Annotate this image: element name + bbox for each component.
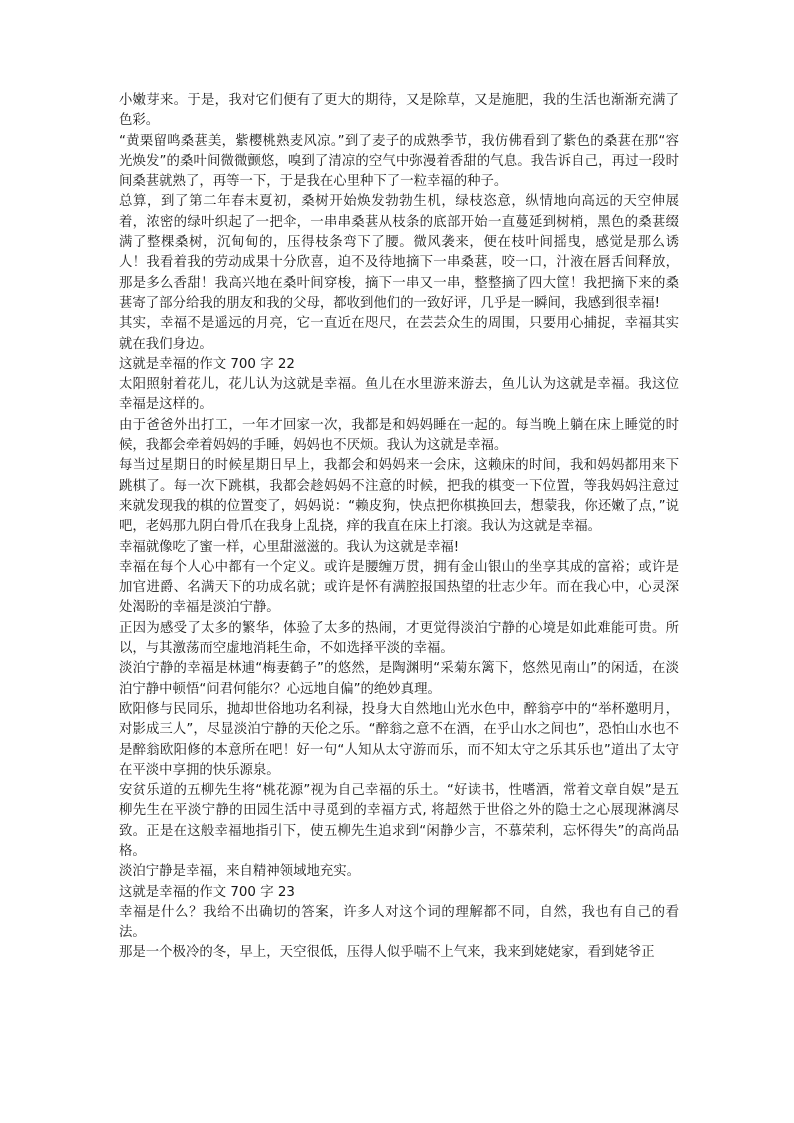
paragraph: 总算，到了第二年春末夏初，桑树开始焕发勃勃生机，绿枝恣意，纵情地向高远的天空伸展着，浓密的绿叶织起了一把伞，一串串桑葚从枝条的底部开始一直蔓延到树梢，黑色的桑葚缀满了整棵桑树，沉甸甸的，压得枝条弯下了腰。微风袭来，便在枝叶间摇曳，感觉是那么诱人！我看着我的劳动成果十分欣喜，迫不及待地摘下一串桑葚，咬一口，汁液在唇舌间释放，那是多么香甜！我高兴地在桑叶间穿梭，摘下一串又一串，整整摘了四大筐！我把摘下来的桑葚寄了部分给我的朋友和我的父母，都收到他们的一致好评，几乎是一瞬间，我感到很幸福! <box>119 194 679 311</box>
paragraph: 那是一个极冷的冬，早上，天空很低，压得人似乎喘不上气来，我来到姥姥家，看到姥爷正 <box>119 945 655 961</box>
paragraph: “黄栗留鸣桑葚美，紫樱桃熟麦风凉。”到了麦子的成熟季节，我仿佛看到了紫色的桑葚在那“容光焕发”的桑叶间微微颤悠，嗅到了清凉的空气中弥漫着香甜的气息。我告诉自己，再过一段时间桑葚就熟了，再等一下，于是我在心里种下了一粒幸福的种子。 <box>119 133 679 190</box>
paragraph: 每当过星期日的时候星期日早上，我都会和妈妈来一会床，这赖床的时间，我和妈妈都用来下跳棋了。每一次下跳棋，我都会趁妈妈不注意的时候，把我的棋变一下位置，等我妈妈注意过来就发现我的棋的位置变了，妈妈说：“赖皮狗，快点把你棋换回去，想蒙我，你还嫩了点，”说吧，老妈那九阴白骨爪在我身上乱挠，痒的我直在床上打滚。我认为这就是幸福。 <box>119 458 679 535</box>
essay-heading: 这就是幸福的作文 700 字 22 <box>119 356 295 372</box>
paragraph: 幸福在每个人心中都有一个定义。或许是腰缠万贯，拥有金山银山的坐享其成的富裕；或许是加官进爵、名满天下的功成名就；或许是怀有满腔报国热望的壮志少年。而在我心中，心灵深处渴盼的幸福是淡泊宁静。 <box>119 559 679 616</box>
paragraph: 小嫩芽来。于是，我对它们便有了更大的期待，又是除草，又是施肥，我的生活也渐渐充满了色彩。 <box>119 93 679 129</box>
paragraph: 安贫乐道的五柳先生将“桃花源”视为自己幸福的乐土。“好读书，性嗜酒，常着文章自娱”是五柳先生在平淡宁静的田园生活中寻觅到的幸福方式, 将超然于世俗之外的隐士之心展现淋漓尽致。正是在这般幸福地指引下，使五柳先生追求到“闲静少言，不慕荣利，忘怀得失”的高尚品格。 <box>119 783 679 859</box>
paragraph: 淡泊宁静是幸福，来自精神领域地充实。 <box>119 864 361 880</box>
paragraph: 由于爸爸外出打工，一年才回家一次，我都是和妈妈睡在一起的。每当晚上躺在床上睡觉的时候，我都会牵着妈妈的手睡，妈妈也不厌烦。我认为这就是幸福。 <box>119 417 679 454</box>
document-body <box>119 91 679 964</box>
paragraph: 其实，幸福不是遥远的月亮，它一直近在咫尺，在芸芸众生的周围，只要用心捕捉，幸福其实就在我们身边。 <box>119 316 679 352</box>
paragraph: 太阳照射着花儿，花儿认为这就是幸福。鱼儿在水里游来游去，鱼儿认为这就是幸福。我这位幸福是这样的。 <box>119 377 679 413</box>
paragraph: 幸福是什么？我给不出确切的答案，许多人对这个词的理解都不同，自然，我也有自己的看法。 <box>119 904 679 941</box>
essay-heading: 这就是幸福的作文 700 字 23 <box>119 884 295 900</box>
paragraph: 淡泊宁静的幸福是林逋“梅妻鹤子”的悠然，是陶渊明“采菊东篱下，悠然见南山”的闲适，在淡泊宁静中顿悟“问君何能尔？心远地自偏”的绝妙真理。 <box>119 661 679 697</box>
paragraph: 欧阳修与民同乐，抛却世俗地功名利禄，投身大自然地山光水色中，醉翁亭中的“举杯邀明月，对影成三人”，尽显淡泊宁静的天伦之乐。“醉翁之意不在酒，在乎山水之间也”，恐怕山水也不是醉翁欧阳修的本意所在吧！好一句“人知从太守游而乐，而不知太守之乐其乐也”道出了太守在平淡中享拥的快乐源泉。 <box>119 701 679 778</box>
paragraph: 正因为感受了太多的繁华，体验了太多的热闹，才更觉得淡泊宁静的心境是如此难能可贵。所以，与其激荡而空虚地消耗生命，不如选择平淡的幸福。 <box>119 620 679 657</box>
paragraph: 幸福就像吃了蜜一样，心里甜滋滋的。我认为这就是幸福! <box>119 539 460 555</box>
